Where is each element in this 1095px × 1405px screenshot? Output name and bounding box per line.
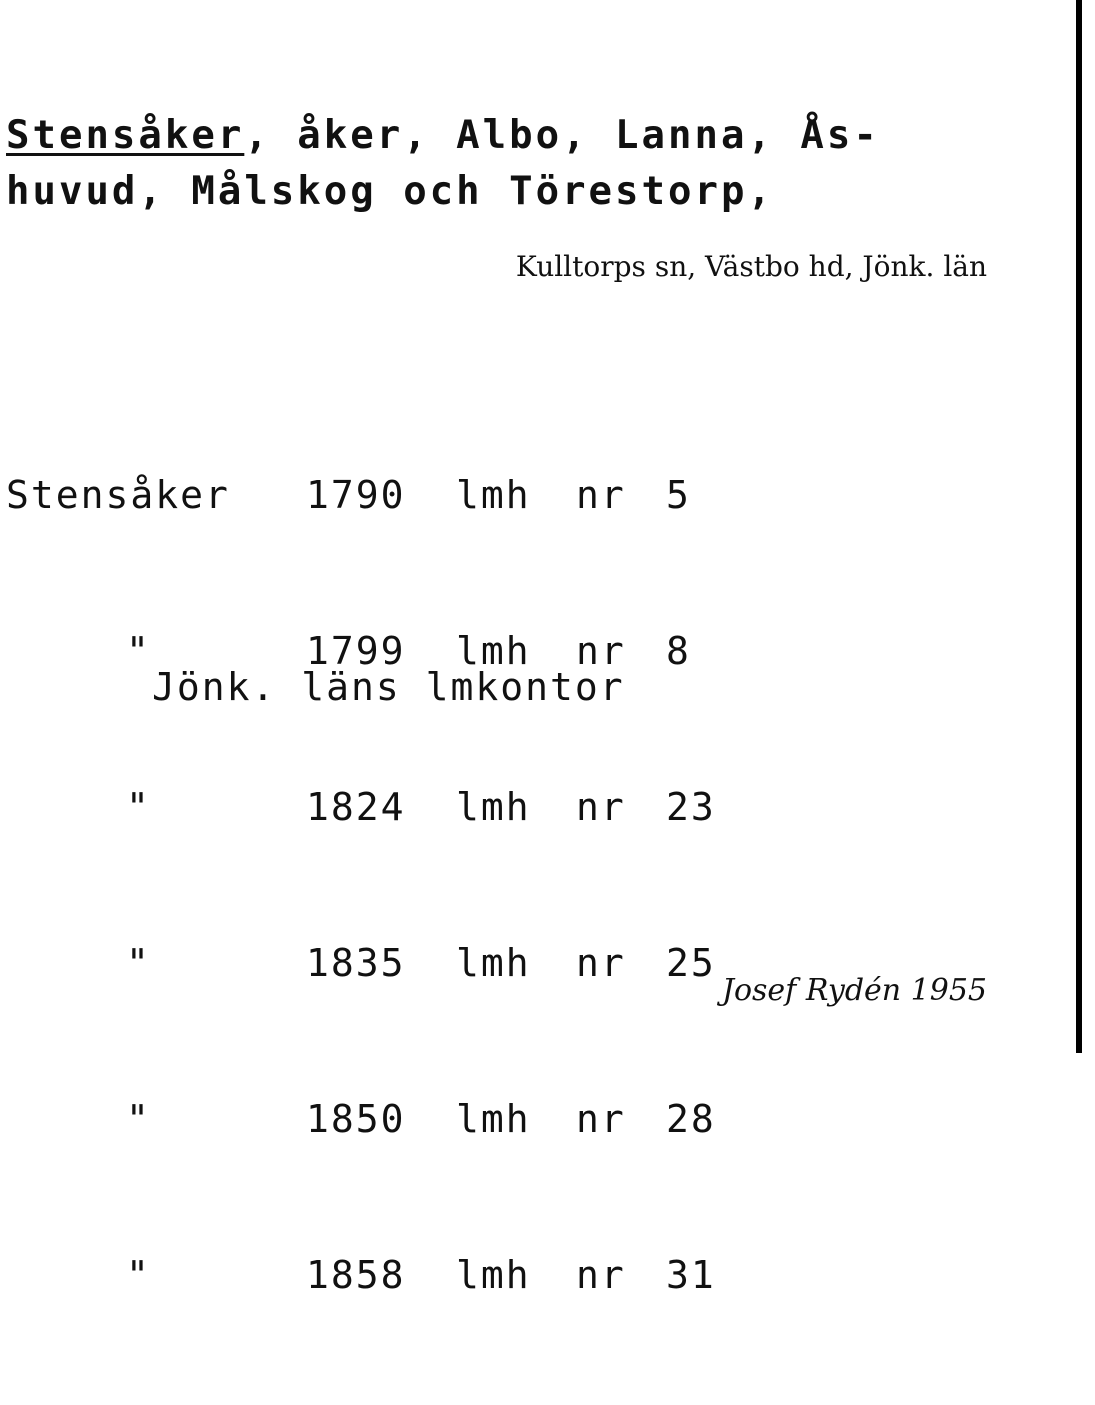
- record-ditto-mark: ": [126, 629, 151, 673]
- record-year: 1858: [306, 1253, 406, 1297]
- record-nr-label: nr: [576, 785, 626, 829]
- record-nr: 31: [666, 1253, 716, 1297]
- record-nr-label: nr: [576, 941, 626, 985]
- record-name: Stensåker: [6, 473, 230, 517]
- record-nr-label: nr: [576, 629, 626, 673]
- record-ditto-mark: ": [126, 941, 151, 985]
- record-source: lmh: [456, 1253, 531, 1297]
- record-year: 1824: [306, 785, 406, 829]
- record-row: [6, 781, 716, 833]
- record-nr: 25: [666, 941, 716, 985]
- record-source: lmh: [456, 785, 531, 829]
- record-nr: 8: [666, 629, 691, 673]
- parish-location: Kulltorps sn, Västbo hd, Jönk. län: [515, 250, 987, 283]
- record-nr-label: nr: [576, 1253, 626, 1297]
- record-year: 1790: [306, 473, 406, 517]
- record-source: lmh: [456, 941, 531, 985]
- heading-line1-rest: , åker, Albo, Lanna, Ås-: [244, 113, 880, 158]
- record-source: lmh: [456, 629, 531, 673]
- record-nr: 28: [666, 1097, 716, 1141]
- card-heading: [6, 108, 880, 220]
- record-nr-label: nr: [576, 1097, 626, 1141]
- record-ditto-mark: ": [126, 1097, 151, 1141]
- record-row: [6, 1093, 716, 1145]
- record-source: lmh: [456, 473, 531, 517]
- record-year: 1799: [306, 629, 406, 673]
- record-source: lmh: [456, 1097, 531, 1141]
- record-ditto-mark: ": [126, 1253, 151, 1297]
- heading-place-name: Stensåker: [6, 113, 245, 158]
- record-ditto-mark: ": [126, 785, 151, 829]
- record-row: [6, 937, 716, 989]
- record-nr: 23: [666, 785, 716, 829]
- record-nr-label: nr: [576, 473, 626, 517]
- heading-line2: huvud, Målskog och Törestorp,: [6, 169, 774, 214]
- record-row: [6, 1249, 716, 1301]
- record-nr: 5: [666, 473, 691, 517]
- record-row: [6, 469, 716, 521]
- archive-office: Jönk. läns lmkontor: [152, 665, 625, 709]
- card-edge-line: [1076, 0, 1082, 1053]
- record-list: [6, 365, 716, 1405]
- author-signature: Josef Rydén 1955: [721, 973, 987, 1008]
- record-year: 1850: [306, 1097, 406, 1141]
- record-year: 1835: [306, 941, 406, 985]
